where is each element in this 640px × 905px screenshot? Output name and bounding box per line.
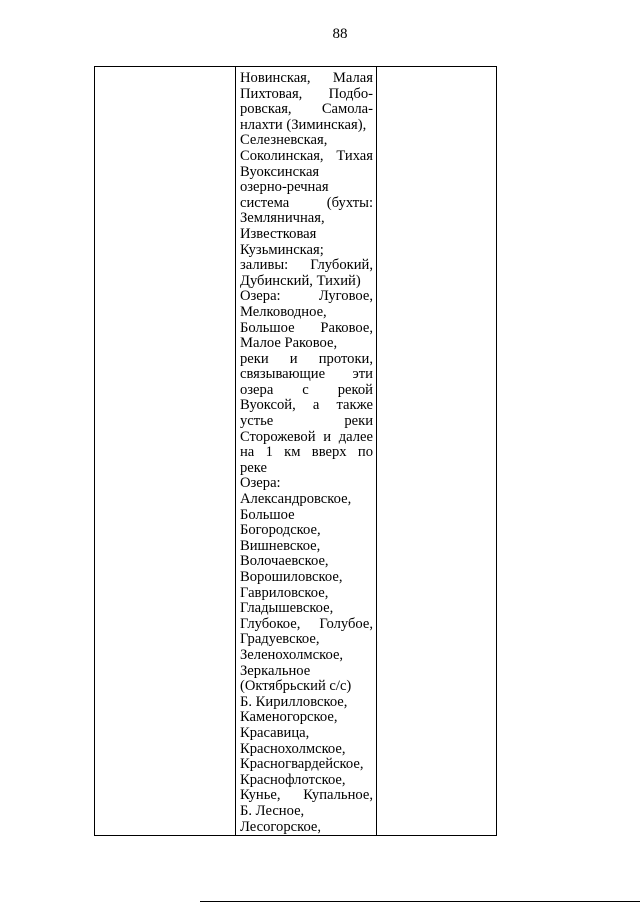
cell-text-line: устье реки: [240, 413, 373, 430]
cell-text-line: Дубинский, Тихий): [240, 272, 361, 289]
cell-text-line: Зеленохолмское,: [240, 646, 344, 663]
cell-text-line: Глубокое, Голубое,: [240, 615, 373, 632]
water-bodies-cell: [240, 71, 373, 835]
cell-text-line: Мелководное,: [240, 303, 327, 320]
cell-text-line: Большое Раковое,: [240, 319, 373, 336]
cell-text-line: Красавица,: [240, 724, 310, 741]
cell-text-line: Лесогорское,: [240, 818, 322, 835]
cell-text-line: Известковая: [240, 225, 317, 242]
cell-text-line: Краснохолмское,: [240, 740, 346, 757]
cell-text-line: Б. Кирилловское,: [240, 693, 348, 710]
cell-text-line: озера с рекой: [240, 381, 373, 398]
cell-text-line: система (бухты:: [240, 194, 373, 211]
cell-text-line: Большое: [240, 506, 295, 523]
cell-text-line: Озера:: [240, 475, 281, 492]
table: [94, 66, 497, 836]
cell-text-line: Волочаевское,: [240, 553, 329, 570]
cell-text-line: связывающие эти: [240, 366, 373, 383]
cell-text-line: заливы: Глубокий,: [240, 257, 373, 274]
cell-text-line: Богородское,: [240, 522, 321, 539]
column-divider: [235, 67, 236, 835]
cell-text-line: реке: [240, 459, 267, 476]
cell-text-line: нлахти (Зиминская),: [240, 116, 367, 133]
cell-text-line: Градуевское,: [240, 631, 320, 648]
cell-text-line: Земляничная,: [240, 210, 325, 227]
cell-text-line: Краснофлотское,: [240, 771, 346, 788]
cell-text-line: Пихтовая, Подбо-: [240, 85, 373, 102]
cell-text-line: на 1 км вверх по: [240, 444, 373, 461]
page-number: 88: [332, 26, 348, 42]
cell-text-line: Каменогорское,: [240, 709, 338, 726]
cell-text-line: Селезневская,: [240, 132, 328, 149]
cell-text-line: ровская, Самола-: [240, 101, 373, 118]
cell-text-line: Малое Раковое,: [240, 335, 338, 352]
cell-text-line: Кузьминская;: [240, 241, 324, 258]
cell-text-line: Кунье, Купальное,: [240, 787, 373, 804]
cell-text-line: Сторожевой и далее: [240, 428, 373, 445]
cell-text-line: Ворошиловское,: [240, 569, 343, 585]
cell-text-line: Гладышевское,: [240, 600, 334, 617]
cell-text-line: (Октябрьский с/с): [240, 678, 352, 695]
cell-text-line: Вуоксой, а также: [240, 397, 373, 414]
cell-text-line: Озера: Луговое,: [240, 288, 373, 305]
column-divider: [496, 67, 497, 835]
cell-text-line: Вишневское,: [240, 537, 321, 554]
cell-text-line: Александровское,: [240, 491, 352, 508]
cell-text-line: Б. Лесное,: [240, 802, 305, 819]
cell-text-line: Вуоксинская: [240, 163, 320, 180]
cell-text-line: Соколинская, Тихая: [240, 147, 373, 164]
cell-text-line: Новинская, Малая: [240, 70, 373, 86]
cell-text-line: озерно-речная: [240, 179, 329, 196]
cell-text-line: Зеркальное: [240, 662, 311, 679]
column-divider: [376, 67, 377, 835]
cell-text-line: Красногвардейское,: [240, 756, 364, 773]
cell-text-line: Гавриловское,: [240, 584, 329, 601]
cell-text-line: реки и протоки,: [240, 350, 373, 367]
bottom-rule: [200, 901, 640, 902]
